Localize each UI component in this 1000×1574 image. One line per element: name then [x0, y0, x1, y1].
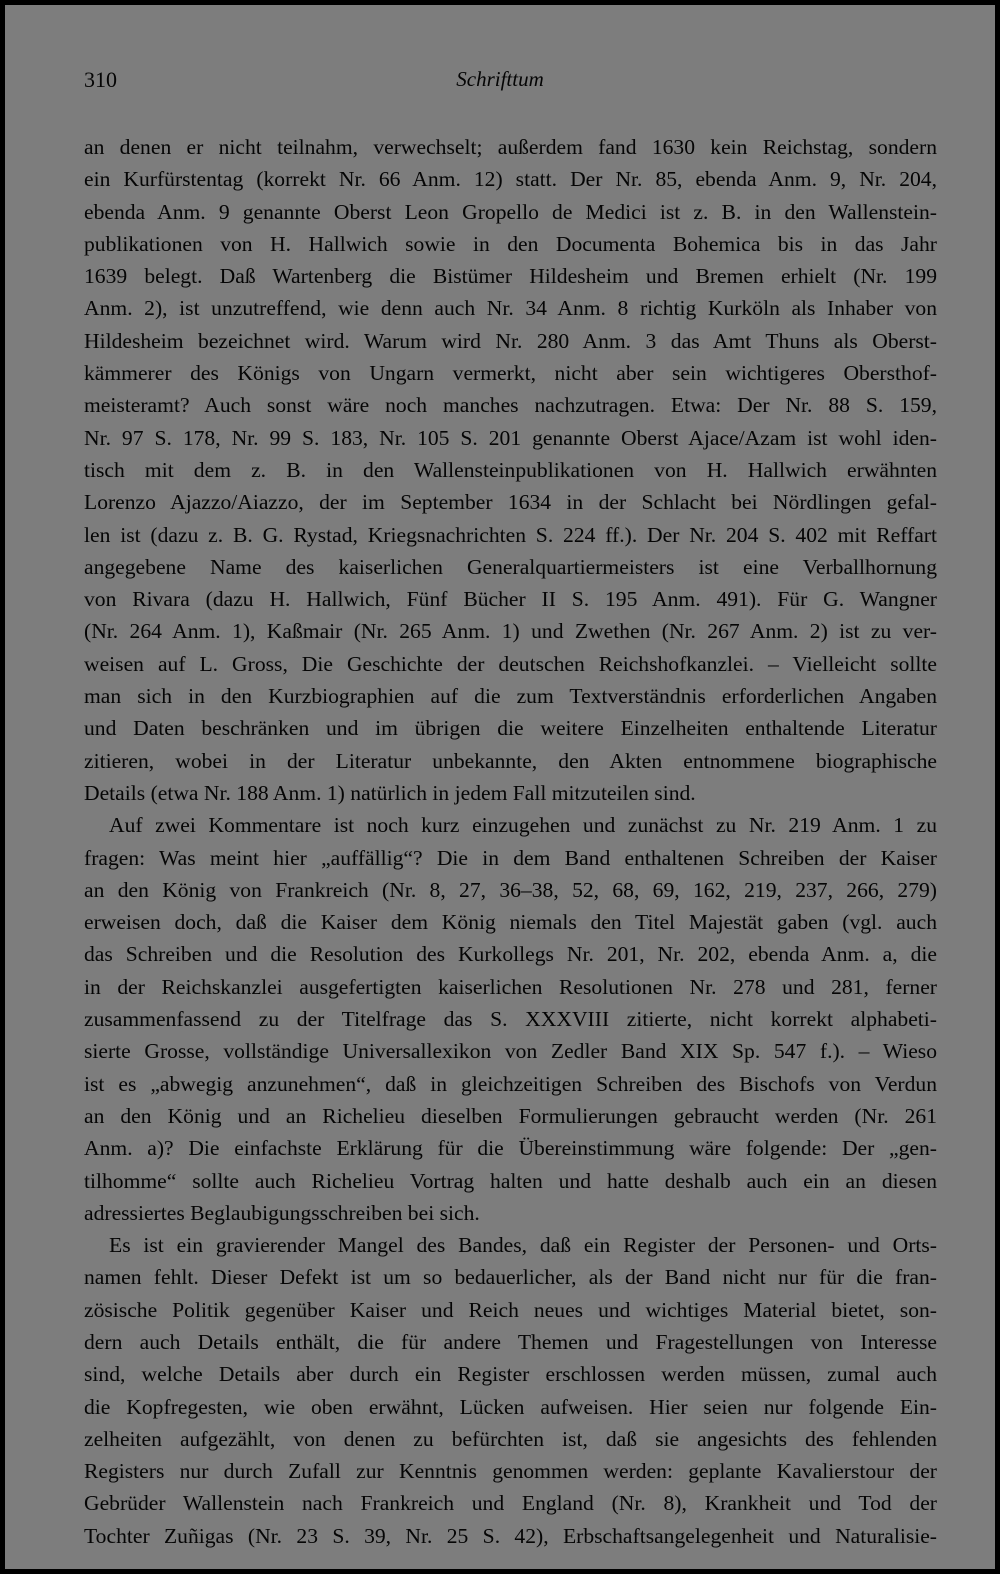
text-line: an den König und an Richelieu dieselben Formulierungen gebraucht werden (Nr. 261: [84, 1103, 937, 1128]
text-line: Anm. 2), ist unzutreffend, wie denn auch Nr. 34 Anm. 8 richtig Kurköln als Inhaber von: [84, 296, 937, 321]
paragraph-first-line: Es ist ein gravierender Mangel des Bandes, daß ein Register der Personen- und Orts-: [109, 1233, 937, 1258]
text-line: zusammenfassend zu der Titelfrage das S. XXXVIII zitierte, nicht korrekt alphabeti-: [84, 1007, 937, 1032]
body-text: [84, 131, 937, 1552]
text-line: ebenda Anm. 9 genannte Oberst Leon Gropello de Medici ist z. B. in den Wallenstein-: [84, 199, 937, 224]
text-line: Gebrüder Wallenstein nach Frankreich und England (Nr. 8), Krankheit und Tod der: [84, 1491, 937, 1516]
text-line: die Kopfregesten, wie oben erwähnt, Lücken aufweisen. Hier seien nur folgende Ein-: [84, 1394, 937, 1419]
text-line: tisch mit dem z. B. in den Wallensteinpublikationen von H. Hallwich erwähnten: [84, 457, 937, 482]
paragraph-first-line: Auf zwei Kommentare ist noch kurz einzugehen und zunächst zu Nr. 219 Anm. 1 zu: [109, 813, 937, 838]
text-line: len ist (dazu z. B. G. Rystad, Kriegsnachrichten S. 224 ff.). Der Nr. 204 S. 402 mit Reffart: [84, 522, 937, 547]
text-line: angegebene Name des kaiserlichen Generalquartiermeisters ist eine Verballhornung: [84, 554, 937, 579]
text-line: tilhomme“ sollte auch Richelieu Vortrag halten und hatte deshalb auch ein an diesen: [84, 1168, 937, 1193]
text-line: meisteramt? Auch sonst wäre noch manches nachzutragen. Etwa: Der Nr. 88 S. 159,: [84, 393, 937, 418]
text-line: publikationen von H. Hallwich sowie in den Documenta Bohemica bis in das Jahr: [84, 231, 937, 256]
text-line: erweisen doch, daß die Kaiser dem König niemals den Titel Majestät gaben (vgl. auch: [84, 910, 937, 935]
text-line: zelheiten aufgezählt, von denen zu befürchten ist, daß sie angesichts des fehlenden: [84, 1426, 937, 1451]
text-line: an den König von Frankreich (Nr. 8, 27, 36–38, 52, 68, 69, 162, 219, 237, 266, 279): [84, 877, 937, 902]
text-line: Tochter Zuñigas (Nr. 23 S. 39, Nr. 25 S. 42), Erbschaftsangelegenheit und Naturalisie-: [84, 1523, 937, 1548]
text-line: an denen er nicht teilnahm, verwechselt; außerdem fand 1630 kein Reichstag, sondern: [84, 135, 937, 159]
paragraph-end-line: adressiertes Beglaubigungsschreiben bei sich.: [84, 1200, 480, 1225]
text-line: dern auch Details enthält, die für andere Themen und Fragestellungen von Interesse: [84, 1329, 937, 1354]
text-line: man sich in den Kurzbiographien auf die zum Textverständnis erforderlichen Angaben: [84, 684, 937, 709]
text-line: Lorenzo Ajazzo/Aiazzo, der im September 1634 in der Schlacht bei Nördlingen gefal-: [84, 490, 937, 515]
text-line: fragen: Was meint hier „auffällig“? Die in dem Band enthaltenen Schreiben der Kaiser: [84, 845, 937, 870]
text-line: Anm. a)? Die einfachste Erklärung für die Übereinstimmung wäre folgende: Der „gen-: [84, 1136, 937, 1161]
text-line: (Nr. 264 Anm. 1), Kaßmair (Nr. 265 Anm. 1) und Zwethen (Nr. 267 Anm. 2) ist zu ver-: [84, 619, 937, 644]
text-line: kämmerer des Königs von Ungarn vermerkt, nicht aber sein wichtigeres Obersthof-: [84, 361, 937, 386]
text-line: zösische Politik gegenüber Kaiser und Reich neues und wichtiges Material bietet, son-: [84, 1297, 937, 1322]
text-line: in der Reichskanzlei ausgefertigten kaiserlichen Resolutionen Nr. 278 und 281, ferner: [84, 974, 937, 999]
text-line: Nr. 97 S. 178, Nr. 99 S. 183, Nr. 105 S. 201 genannte Oberst Ajace/Azam ist wohl iden-: [84, 425, 937, 450]
page-number: 310: [84, 67, 117, 92]
text-line: sind, welche Details aber durch ein Register erschlossen werden müssen, zumal auch: [84, 1362, 937, 1387]
paragraph-end-line: Details (etwa Nr. 188 Anm. 1) natürlich in jedem Fall mitzuteilen sind.: [84, 780, 696, 805]
text-line: Hildesheim bezeichnet wird. Warum wird Nr. 280 Anm. 3 das Amt Thuns als Oberst-: [84, 328, 937, 353]
text-line: namen fehlt. Dieser Defekt ist um so bedauerlicher, als der Band nicht nur für die fran-: [84, 1265, 937, 1290]
text-line: zitieren, wobei in der Literatur unbekannte, den Akten entnommene biographische: [84, 748, 937, 773]
text-line: das Schreiben und die Resolution des Kurkollegs Nr. 201, Nr. 202, ebenda Anm. a, die: [84, 942, 937, 967]
book-page: [5, 5, 995, 1569]
running-title: Schrifttum: [456, 67, 544, 91]
running-head: [5, 67, 995, 97]
text-line: ist es „abwegig anzunehmen“, daß in gleichzeitigen Schreiben des Bischofs von Verdun: [84, 1071, 937, 1096]
text-line: weisen auf L. Gross, Die Geschichte der deutschen Reichshofkanzlei. – Vielleicht sollte: [84, 651, 937, 676]
text-line: Registers nur durch Zufall zur Kenntnis genommen werden: geplante Kavalierstour der: [84, 1459, 937, 1484]
text-line: von Rivara (dazu H. Hallwich, Fünf Bücher II S. 195 Anm. 491). Für G. Wangner: [84, 587, 937, 612]
text-line: 1639 belegt. Daß Wartenberg die Bistümer Hildesheim und Bremen erhielt (Nr. 199: [84, 264, 937, 289]
text-line: ein Kurfürstentag (korrekt Nr. 66 Anm. 12) statt. Der Nr. 85, ebenda Anm. 9, Nr. 204,: [84, 167, 937, 192]
text-line: und Daten beschränken und im übrigen die weitere Einzelheiten enthaltende Literatur: [84, 716, 937, 741]
text-line: sierte Grosse, vollständige Universallexikon von Zedler Band XIX Sp. 547 f.). – Wieso: [84, 1039, 937, 1064]
